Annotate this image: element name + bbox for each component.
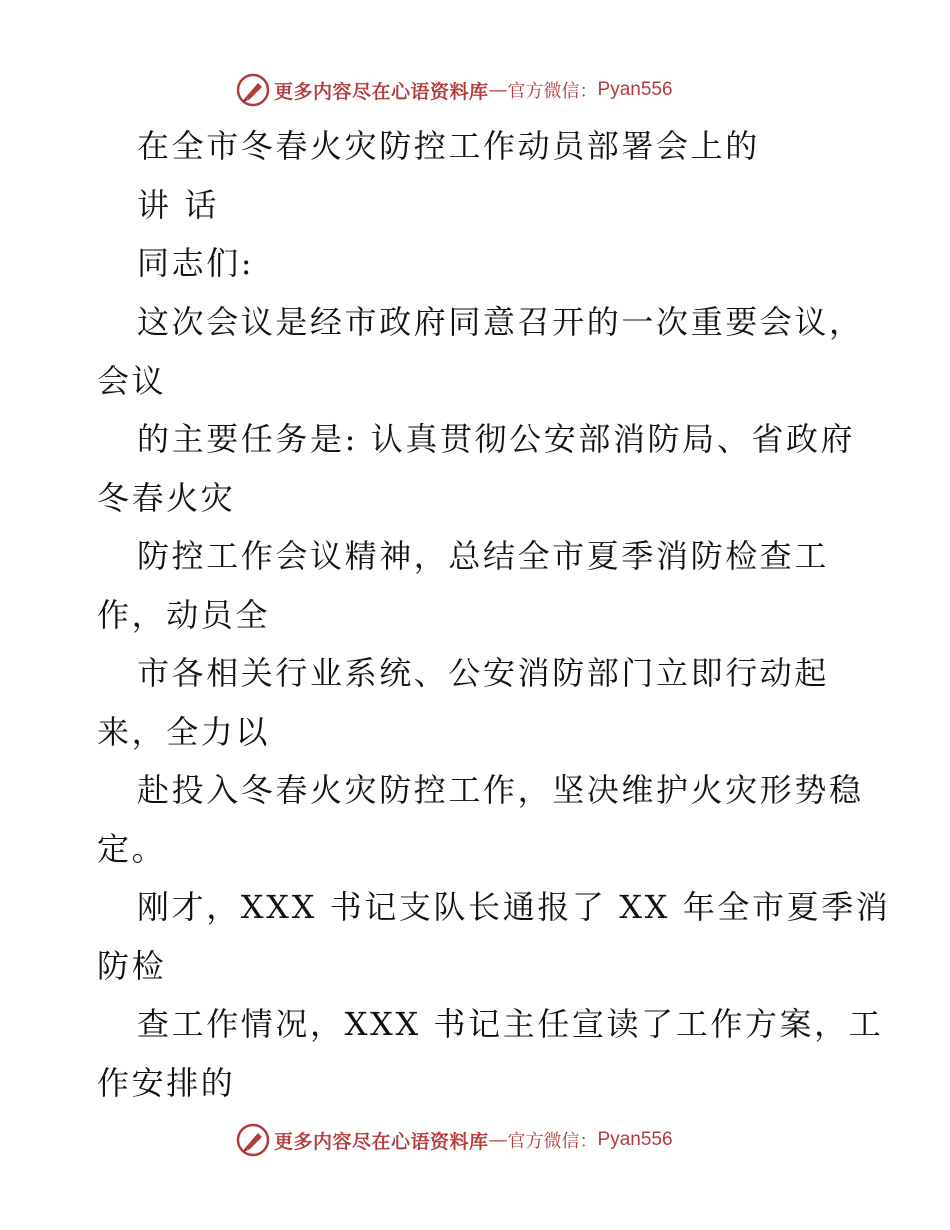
watermark-account: Pyan556 bbox=[597, 79, 673, 100]
text-line: 冬春火灾 bbox=[97, 479, 236, 517]
text-line: 这次会议是经市政府同意召开的一次重要会议， bbox=[137, 303, 864, 341]
salutation: 同志们: bbox=[137, 244, 255, 282]
watermark-account: Pyan556 bbox=[597, 1129, 673, 1150]
text-line: 刚才，XXX 书记支队长通报了 XX 年全市夏季消 bbox=[137, 888, 891, 926]
text-line: 赴投入冬春火灾防控工作，坚决维护火灾形势稳 bbox=[137, 771, 864, 809]
text-line: 作安排的 bbox=[97, 1064, 236, 1102]
footer-watermark bbox=[236, 1122, 673, 1158]
text-line: 定。 bbox=[97, 830, 167, 868]
text-line: 会议 bbox=[97, 362, 167, 400]
title-line-2: 讲 话 bbox=[137, 186, 219, 224]
watermark-label: 官方微信： bbox=[507, 1131, 598, 1152]
watermark-text: 更多内容尽在心语资料库 bbox=[274, 1130, 489, 1153]
pen-logo-icon bbox=[236, 73, 270, 107]
pen-logo-icon bbox=[236, 1123, 270, 1157]
text-line: 防控工作会议精神，总结全市夏季消防检查工 bbox=[137, 537, 830, 575]
text-line: 来，全力以 bbox=[97, 713, 271, 751]
watermark-separator: — bbox=[488, 1129, 508, 1151]
watermark-text: 更多内容尽在心语资料库 bbox=[274, 80, 489, 103]
watermark-label: 官方微信： bbox=[507, 81, 598, 102]
text-line: 的主要任务是: 认真贯彻公安部消防局、省政府 bbox=[137, 420, 856, 458]
text-line: 防检 bbox=[97, 947, 167, 985]
text-line: 作，动员全 bbox=[97, 596, 271, 634]
text-line: 查工作情况，XXX 书记主任宣读了工作方案，工 bbox=[137, 1005, 884, 1043]
header-watermark bbox=[236, 72, 673, 108]
title-line-1: 在全市冬春火灾防控工作动员部署会上的 bbox=[137, 127, 760, 165]
text-line: 市各相关行业系统、公安消防部门立即行动起 bbox=[137, 654, 830, 692]
watermark-separator: — bbox=[488, 79, 508, 101]
